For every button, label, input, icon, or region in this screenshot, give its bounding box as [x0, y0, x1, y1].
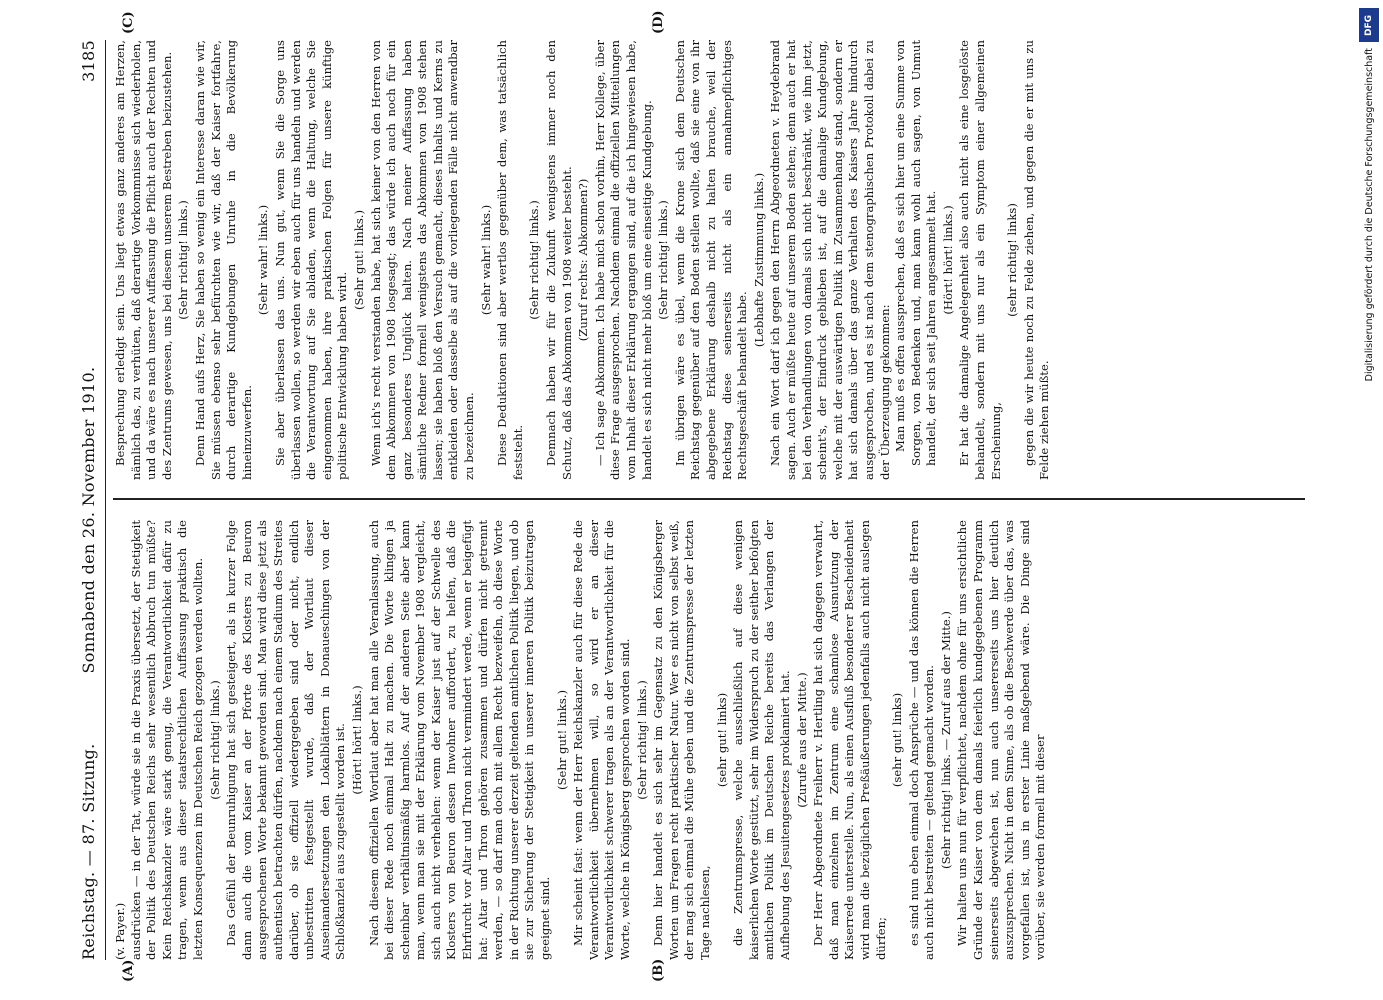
paragraph-text: Der Herr Abgeordnete Freiherr v. Hertling hat sich dagegen verwahrt, daß man einzelnen im Zentrum eine schamlose Ausnutzung der Kaiserrede unterstelle. Nun, als einen Ausfluß besonderer Bescheidenheit wird man die bezüglichen Preßäußerungen jedenfalls auch nicht auslegen dürfen; [811, 520, 888, 960]
paragraph [1022, 40, 1053, 480]
interjection [555, 520, 571, 960]
paragraph [907, 520, 938, 960]
paragraph [768, 40, 893, 480]
paragraph [673, 40, 751, 480]
paragraph-text: Er hat die damalige Angelegenheit also auch nicht als eine losgelöste behandelt, sondern mit uns nur als ein Symptom einer allgemeinen Erscheinung, [957, 40, 1003, 480]
paragraph-text: (Lebhafte Zustimmung links.) [751, 172, 766, 348]
interjection [350, 520, 366, 960]
paragraph [544, 40, 575, 480]
interjection [176, 40, 192, 480]
interjection [256, 40, 272, 480]
paragraph [369, 40, 478, 480]
paragraph-text: (Zuruf rechts: Abkommen?) [576, 178, 591, 342]
paragraph-text: Man muß es offen aussprechen, daß es sich hier um eine Summe von Sorgen, von Bedenken und, man kann wohl auch sagen, von Unmut handelt, der sich seit Jahren angesammelt hat. [893, 40, 939, 466]
digitization-sidebar [1357, 8, 1381, 668]
paragraph [955, 520, 1049, 960]
paragraph-text: Nach ein Wort darf ich gegen den Herrn Abgeordneten v. Heydebrand sagen. Auch er müßte heute auf unserem Boden stehen; denn auch er hat bei den Verhandlungen von damals sich nicht beschränkt, wie ihm jetzt, scheint's, der Eindruck geblieben ist, auf die damalige Kundgebung, welche mit der auswärtigen Politik im Zusammenhang stand, sondern er hat sich damals über das ganze Verhalten des Kaisers Jahre hindurch ausgesprochen, und es ist nach dem stenographischen Protokoll dabei zu der Überzeugung gekommen: [768, 40, 892, 480]
paragraph-text: (Sehr richtig! links.) [634, 680, 649, 800]
paragraph [651, 520, 713, 960]
paragraph-text: (Sehr richtig! links. — Zuruf aus der Mitte.) [938, 611, 953, 869]
interjection [752, 40, 768, 480]
digitization-credit: Digitalisierung gefördert durch die Deutsche Forschungsgemeinschaft [1363, 48, 1375, 382]
paragraph-text: (Sehr gut! links.) [554, 690, 569, 790]
paragraph-text: (Sehr wahr! links.) [256, 204, 271, 316]
paragraph-text: (Zurufe aus der Mitte.) [794, 672, 809, 808]
interjection [939, 520, 955, 960]
text-column-left [113, 520, 1311, 960]
paragraph-text: (sehr gut! links) [890, 692, 905, 788]
paragraph-text: (Sehr wahr! links.) [478, 204, 493, 316]
text-column-right [113, 40, 1311, 480]
paragraph-text: Denn hier handelt es sich sehr im Gegensatz zu den Königsberger Worten um Fragen recht praktischer Natur. Wer es nicht von selbst weiß, der mag sich einmal die Mühe geben und die Zentrumspresse der letzten Tage nachlesen, [651, 520, 712, 960]
interjection [656, 40, 672, 480]
paragraph-text: gegen die wir heute noch zu Felde ziehen, und gegen die er mit uns zu Felde ziehen müßte. [1021, 40, 1052, 480]
paragraph-text: Nach diesem offiziellen Wortlaut aber hat man alle Veranlassung, auch bei dieser Rede noch einmal Halt zu machen. Die Worte klingen ja scheinbar verhältnismäßig harmlos. Auf der anderen Seite aber kann man, wenn man sie mit der Erklärung vom November 1908 vergleicht, sich auch nicht verhehlen: wenn der Kaiser just auf der Schwelle des Klosters von Beuron dessen Inwohner auffordert, zu helfen, daß die Ehrfurcht vor Altar und Thron nicht vermindert werde, wenn er beigefügt hat: Altar und Thron gehören zusammen und dürfen nicht getrennt werden, — so darf man doch mit allem Recht bezweifeln, ob diese Worte in der Richtung unserer derzeit geltenden amtlichen Politik liegen, und ob sie zur Sicherung der Stetigkeit in unserer inneren Politik beizutragen geeignet sind. [366, 520, 553, 960]
paragraph [193, 40, 255, 480]
paragraph-text: (Sehr richtig! links.) [176, 200, 191, 320]
page-header [71, 40, 106, 960]
interjection [715, 520, 731, 960]
paragraph [495, 40, 526, 480]
paragraph [811, 520, 889, 960]
paragraph-text: Besprechung erledigt sein. Uns liegt etwas ganz anderes am Herzen, nämlich das, zu verhüten, daß derartige Vorkommnisse sich wiederholen, und da wäre es nach unserer Auffassung die Pflicht auch der Rechten und des Zentrums gewesen, uns bei diesem unserem Bestreben beizustehen. [113, 40, 174, 480]
interjection [576, 40, 592, 480]
paragraph-text: (Sehr gut! links.) [351, 210, 366, 310]
interjection [795, 520, 811, 960]
interjection [941, 40, 957, 480]
interjection [1005, 40, 1021, 480]
paragraph-text: Wir halten uns nun für verpflichtet, nachdem ohne für uns ersichtliche Gründe der Kaiser von dem damals feierlich kundgegebenen Programm seinerseits abgewichen ist, nun auch unsererseits uns hier deutlich auszusprechen. Nicht in dem Sinne, als ob die Beschwerde über das, was vorgefallen ist, uns in erster Linie maßgebend wäre. Die Dinge sind vorüber, sie werden formell mit dieser [955, 520, 1048, 960]
paragraph-text: Im übrigen wäre es übel, wenn die Krone sich dem Deutschen Reichstag gegenüber auf den Boden stellen wollte, daß sie eine von ihr abgegebene Erklärung deshalb nicht zu halten brauche, weil der Reichstag diese seinerseits nicht als ein annahmepflichtiges Rechtsgeschäft behandelt habe. [672, 40, 750, 480]
paragraph [224, 520, 349, 960]
header-title: Reichstag. — 87. Sitzung. [78, 743, 98, 960]
paragraph [957, 40, 1004, 480]
speaker-label: (v. Payer.) [113, 902, 127, 960]
margin-marker-d: (D) [651, 10, 666, 34]
interjection [208, 520, 224, 960]
margin-marker-c: (C) [121, 11, 136, 34]
paragraph [367, 520, 554, 960]
paragraph [731, 520, 793, 960]
paragraph-text: Mir scheint fast: wenn der Herr Reichskanzler auch für diese Rede die Verantwortlichkeit übernehmen will, so wird er an dieser Verantwortlichkeit schwerer tragen als an der Verantwortlichkeit für die Worte, welche in Königsberg gesprochen worden sind. [571, 520, 632, 960]
paragraph [571, 520, 633, 960]
paragraph-text: Denn Hand aufs Herz, Sie haben so wenig ein Interesse daran wie wir, Sie müssen ebenso sehr befürchten wie wir, daß der Kaiser fortfahre, durch derartige Kundgebungen Unruhe in die Bevölkerung hineinzuwerfen. [192, 40, 254, 480]
paragraph-text: Wenn ich's recht verstanden habe, hat sich keiner von den Herren von dem Abkommen von 1908 losgesagt; das würde ich auch noch für ein ganz besonderes Unglück halten. Nach meiner Auffassung haben sämtliche Redner formell wenigstens das Abkommen von 1908 stehen lassen; sie haben bloß den Versuch gemacht, dieses Inhalts und Kerns zu entkleiden oder dasselbe als auf die vorliegenden Fälle nicht anwendbar zu bezeichnen. [368, 40, 477, 480]
margin-marker-a: (A) [121, 959, 136, 982]
newspaper-page [71, 10, 1311, 982]
column-divider [113, 499, 1305, 501]
paragraph-text: ausdrücken — in der Tat, würde sie in die Praxis übersetzt, der Stetigkeit der Politik des Deutschen Reichs sehr wesentlich Abbruch tun müßte? Kein Reichskanzler wäre stark genug, die Verantwortlichkeit dafür zu tragen, wenn aus dieser staatsrechtlichen Auffassung praktisch die letzten Konsequenzen im Deutschen Reich gezogen werden wollten. [128, 520, 205, 960]
header-date: Sonnabend den 26. November 1910. [78, 366, 98, 674]
paragraph-text: — Ich sage Abkommen. Ich habe mich schon vorhin, Herr Kollege, über diese Frage ausgesprochen. Nachdem einmal die offiziellen Mitteilungen vom Inhalt dieser Erklärung ergangen sind, auf die ich hingewiesen habe, handelt es sich nicht mehr bloß um eine einseitige Kundgebung. [592, 40, 654, 480]
interjection [527, 40, 543, 480]
page-number: 3185 [78, 40, 98, 82]
paragraph-text: Sie aber überlassen das uns. Nun gut, wenn Sie die Sorge uns überlassen wollen, so werden wir eben auch für uns handeln und werden die Verantwortung auf Sie abladen, wenn die Haltung, welche Sie eingenommen haben, ihre praktischen Folgen für unsere künftige politische Entwicklung haben wird. [272, 40, 350, 480]
paragraph-text: (Sehr richtig! links.) [207, 680, 222, 800]
interjection [635, 520, 651, 960]
paragraph-text: (Sehr richtig! links.) [656, 200, 671, 320]
paragraph [273, 40, 351, 480]
paragraph-text: (Hört! hört! links.) [940, 205, 955, 315]
paragraph-text: (sehr richtig! links) [1005, 203, 1020, 317]
paragraph-text: Das Gefühl der Beunruhigung hat sich gesteigert, als in kurzer Folge dann auch die vom Kaiser an der Pforte des Klosters zu Beuron ausgesprochenen Worte bekannt geworden sind. Man wird diese jetzt als authentisch betrachten dürfen, nachdem nach einem Stadium des Streites darüber, ob sie offiziell wiedergegeben sind oder nicht, endlich unbestritten festgestellt wurde, daß der Wortlaut dieser Auseinandersetzungen den Lokalblättern in Donaueschingen von der Schloßkanzlei aus zugestellt worden ist. [224, 520, 348, 960]
paragraph [113, 520, 207, 960]
margin-marker-b: (B) [651, 958, 666, 982]
paragraph [113, 40, 175, 480]
quotation [893, 40, 940, 480]
paragraph-text: es sind nun eben einmal doch Ansprüche — und das können die Herren auch nicht bestreiten — geltend gemacht worden. [906, 520, 937, 960]
paragraph-text: (Hört! hört! links.) [349, 685, 364, 795]
paragraph-text: Diese Deduktionen sind aber wertlos gegenüber dem, was tatsächlich feststeht. [495, 40, 525, 480]
interjection [890, 520, 906, 960]
interjection [352, 40, 368, 480]
paragraph-text: (Sehr richtig! links.) [527, 200, 542, 320]
paragraph [593, 40, 655, 480]
paragraph-text: (sehr gut! links) [714, 692, 729, 788]
paragraph-text: die Zentrumspresse, welche ausschließlich auf diese wenigen kaiserlichen Worte gestützt, sehr im Widerspruch zu der seither befolgten amtlichen Politik im Deutschen Reiche bereits das Verlangen der Aufhebung des Jesuitengesetzes proklamiert hat. [731, 520, 792, 960]
dfg-logo: DFG [1359, 8, 1379, 42]
paragraph-text: Demnach haben wir für die Zukunft wenigstens immer noch den Schutz, daß das Abkommen von 1908 weiter besteht. [544, 40, 574, 480]
interjection [479, 40, 495, 480]
